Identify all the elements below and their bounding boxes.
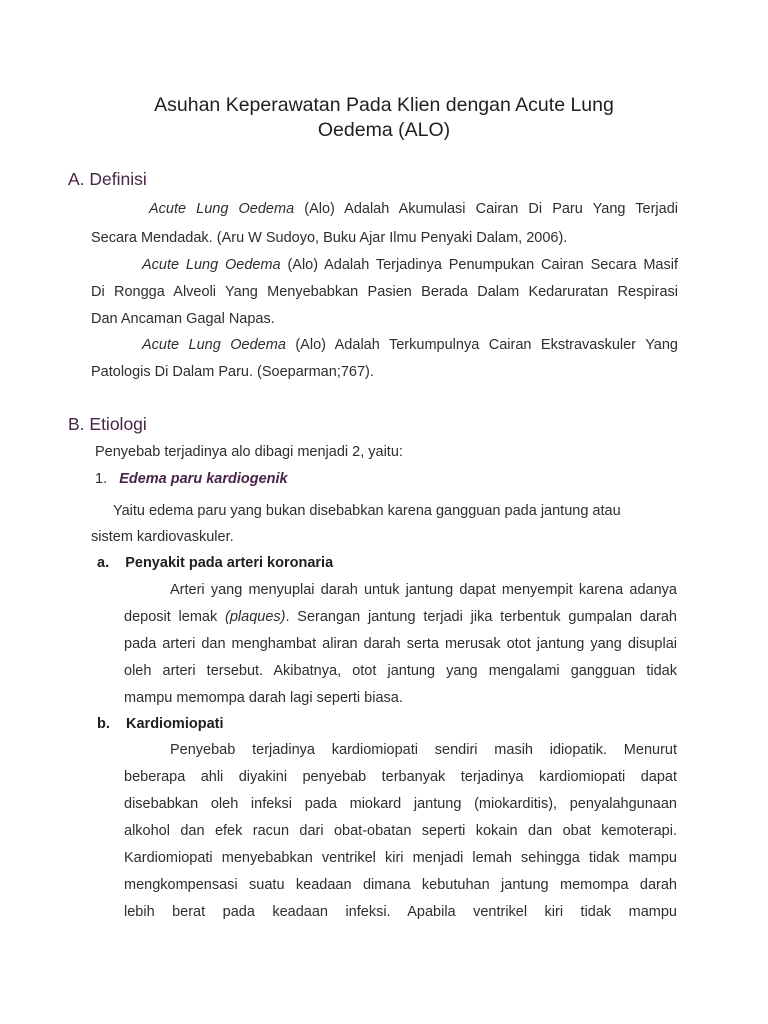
sub-a-line-1: Arteri yang menyuplai darah untuk jantung dapat menyempit karena adanya bbox=[170, 582, 677, 598]
sub-b-line-1: Penyebab terjadinya kardiomiopati sendiri masih idiopatik. Menurut bbox=[170, 742, 677, 758]
sub-item-b-heading bbox=[97, 715, 224, 733]
sub-a-line-2-pre: deposit lemak bbox=[124, 609, 226, 625]
sub-b-line-5: Kardiomiopati menyebabkan ventrikel kiri menjadi lemah sehingga tidak mampu bbox=[124, 850, 677, 866]
sub-item-b-title: Kardiomiopati bbox=[126, 716, 224, 732]
sub-item-b-label: b. bbox=[97, 716, 110, 732]
definition-3-line-1 bbox=[142, 336, 678, 354]
definition-2-line-1 bbox=[142, 256, 678, 274]
sub-a-line-3: pada arteri dan menghambat aliran darah serta merusak otot jantung yang disuplai bbox=[124, 636, 677, 652]
definition-1-line-1 bbox=[149, 200, 678, 218]
item-1-line-1: Yaitu edema paru yang bukan disebabkan karena gangguan pada jantung atau bbox=[113, 503, 621, 519]
definition-2-line-2: Di Rongga Alveoli Yang Menyebabkan Pasien Berada Dalam Kedaruratan Respirasi bbox=[91, 284, 678, 300]
etiology-intro: Penyebab terjadinya alo dibagi menjadi 2, yaitu: bbox=[95, 444, 403, 460]
section-b-heading: B. Etiologi bbox=[68, 414, 147, 434]
definition-2-line-3: Dan Ancaman Gagal Napas. bbox=[91, 311, 275, 327]
sub-b-line-2: beberapa ahli diyakini penyebab terbanyak terjadinya kardiomiopati dapat bbox=[124, 769, 677, 785]
sub-b-line-3: disebabkan oleh infeksi pada miokard jantung (miokarditis), penyalahgunaan bbox=[124, 796, 677, 812]
section-a-heading: A. Definisi bbox=[68, 169, 147, 189]
sub-item-a-title: Penyakit pada arteri koronaria bbox=[125, 555, 334, 571]
list-item-1 bbox=[95, 470, 288, 488]
definition-2-text: (Alo) Adalah Terjadinya Penumpukan Cairan Secara Masif bbox=[280, 257, 678, 273]
sub-b-line-4: alkohol dan efek racun dari obat-obatan seperti kokain dan obat kemoterapi. bbox=[124, 823, 677, 839]
sub-b-line-7: lebih berat pada keadaan infeksi. Apabila ventrikel kiri tidak mampu bbox=[124, 904, 677, 920]
sub-a-line-5: mampu memompa darah lagi seperti biasa. bbox=[124, 690, 403, 706]
list-item-1-title: Edema paru kardiogenik bbox=[119, 471, 288, 487]
sub-b-line-6: mengkompensasi suatu keadaan dimana kebutuhan jantung memompa darah bbox=[124, 877, 677, 893]
definition-2-term: Acute Lung Oedema bbox=[142, 257, 281, 273]
list-item-1-number: 1. bbox=[95, 471, 108, 487]
sub-a-line-2-post: . Serangan jantung terjadi jika terbentuk gumpalan darah bbox=[285, 609, 677, 625]
title-line-1: Asuhan Keperawatan Pada Klien dengan Acute Lung bbox=[154, 94, 614, 116]
definition-1-term: Acute Lung Oedema bbox=[149, 201, 295, 217]
definition-3-line-2: Patologis Di Dalam Paru. (Soeparman;767). bbox=[91, 364, 374, 380]
definition-3-text: (Alo) Adalah Terkumpulnya Cairan Ekstravaskuler Yang bbox=[285, 337, 678, 353]
sub-item-a-label: a. bbox=[97, 555, 110, 571]
definition-1-text: (Alo) Adalah Akumulasi Cairan Di Paru Yang Terjadi bbox=[294, 201, 678, 217]
sub-a-line-4: oleh arteri tersebut. Akibatnya, otot jantung yang mengalami gangguan tidak bbox=[124, 663, 677, 679]
definition-1-line-2: Secara Mendadak. (Aru W Sudoyo, Buku Ajar Ilmu Penyaki Dalam, 2006). bbox=[91, 230, 568, 246]
item-1-line-2: sistem kardiovaskuler. bbox=[91, 529, 234, 545]
sub-a-line-2 bbox=[124, 608, 677, 626]
sub-item-a-heading bbox=[97, 554, 333, 572]
page-title bbox=[60, 93, 708, 143]
title-line-2: Oedema (ALO) bbox=[317, 119, 451, 141]
definition-3-term: Acute Lung Oedema bbox=[142, 337, 286, 353]
sub-a-line-2-em: (plaques) bbox=[225, 609, 286, 625]
